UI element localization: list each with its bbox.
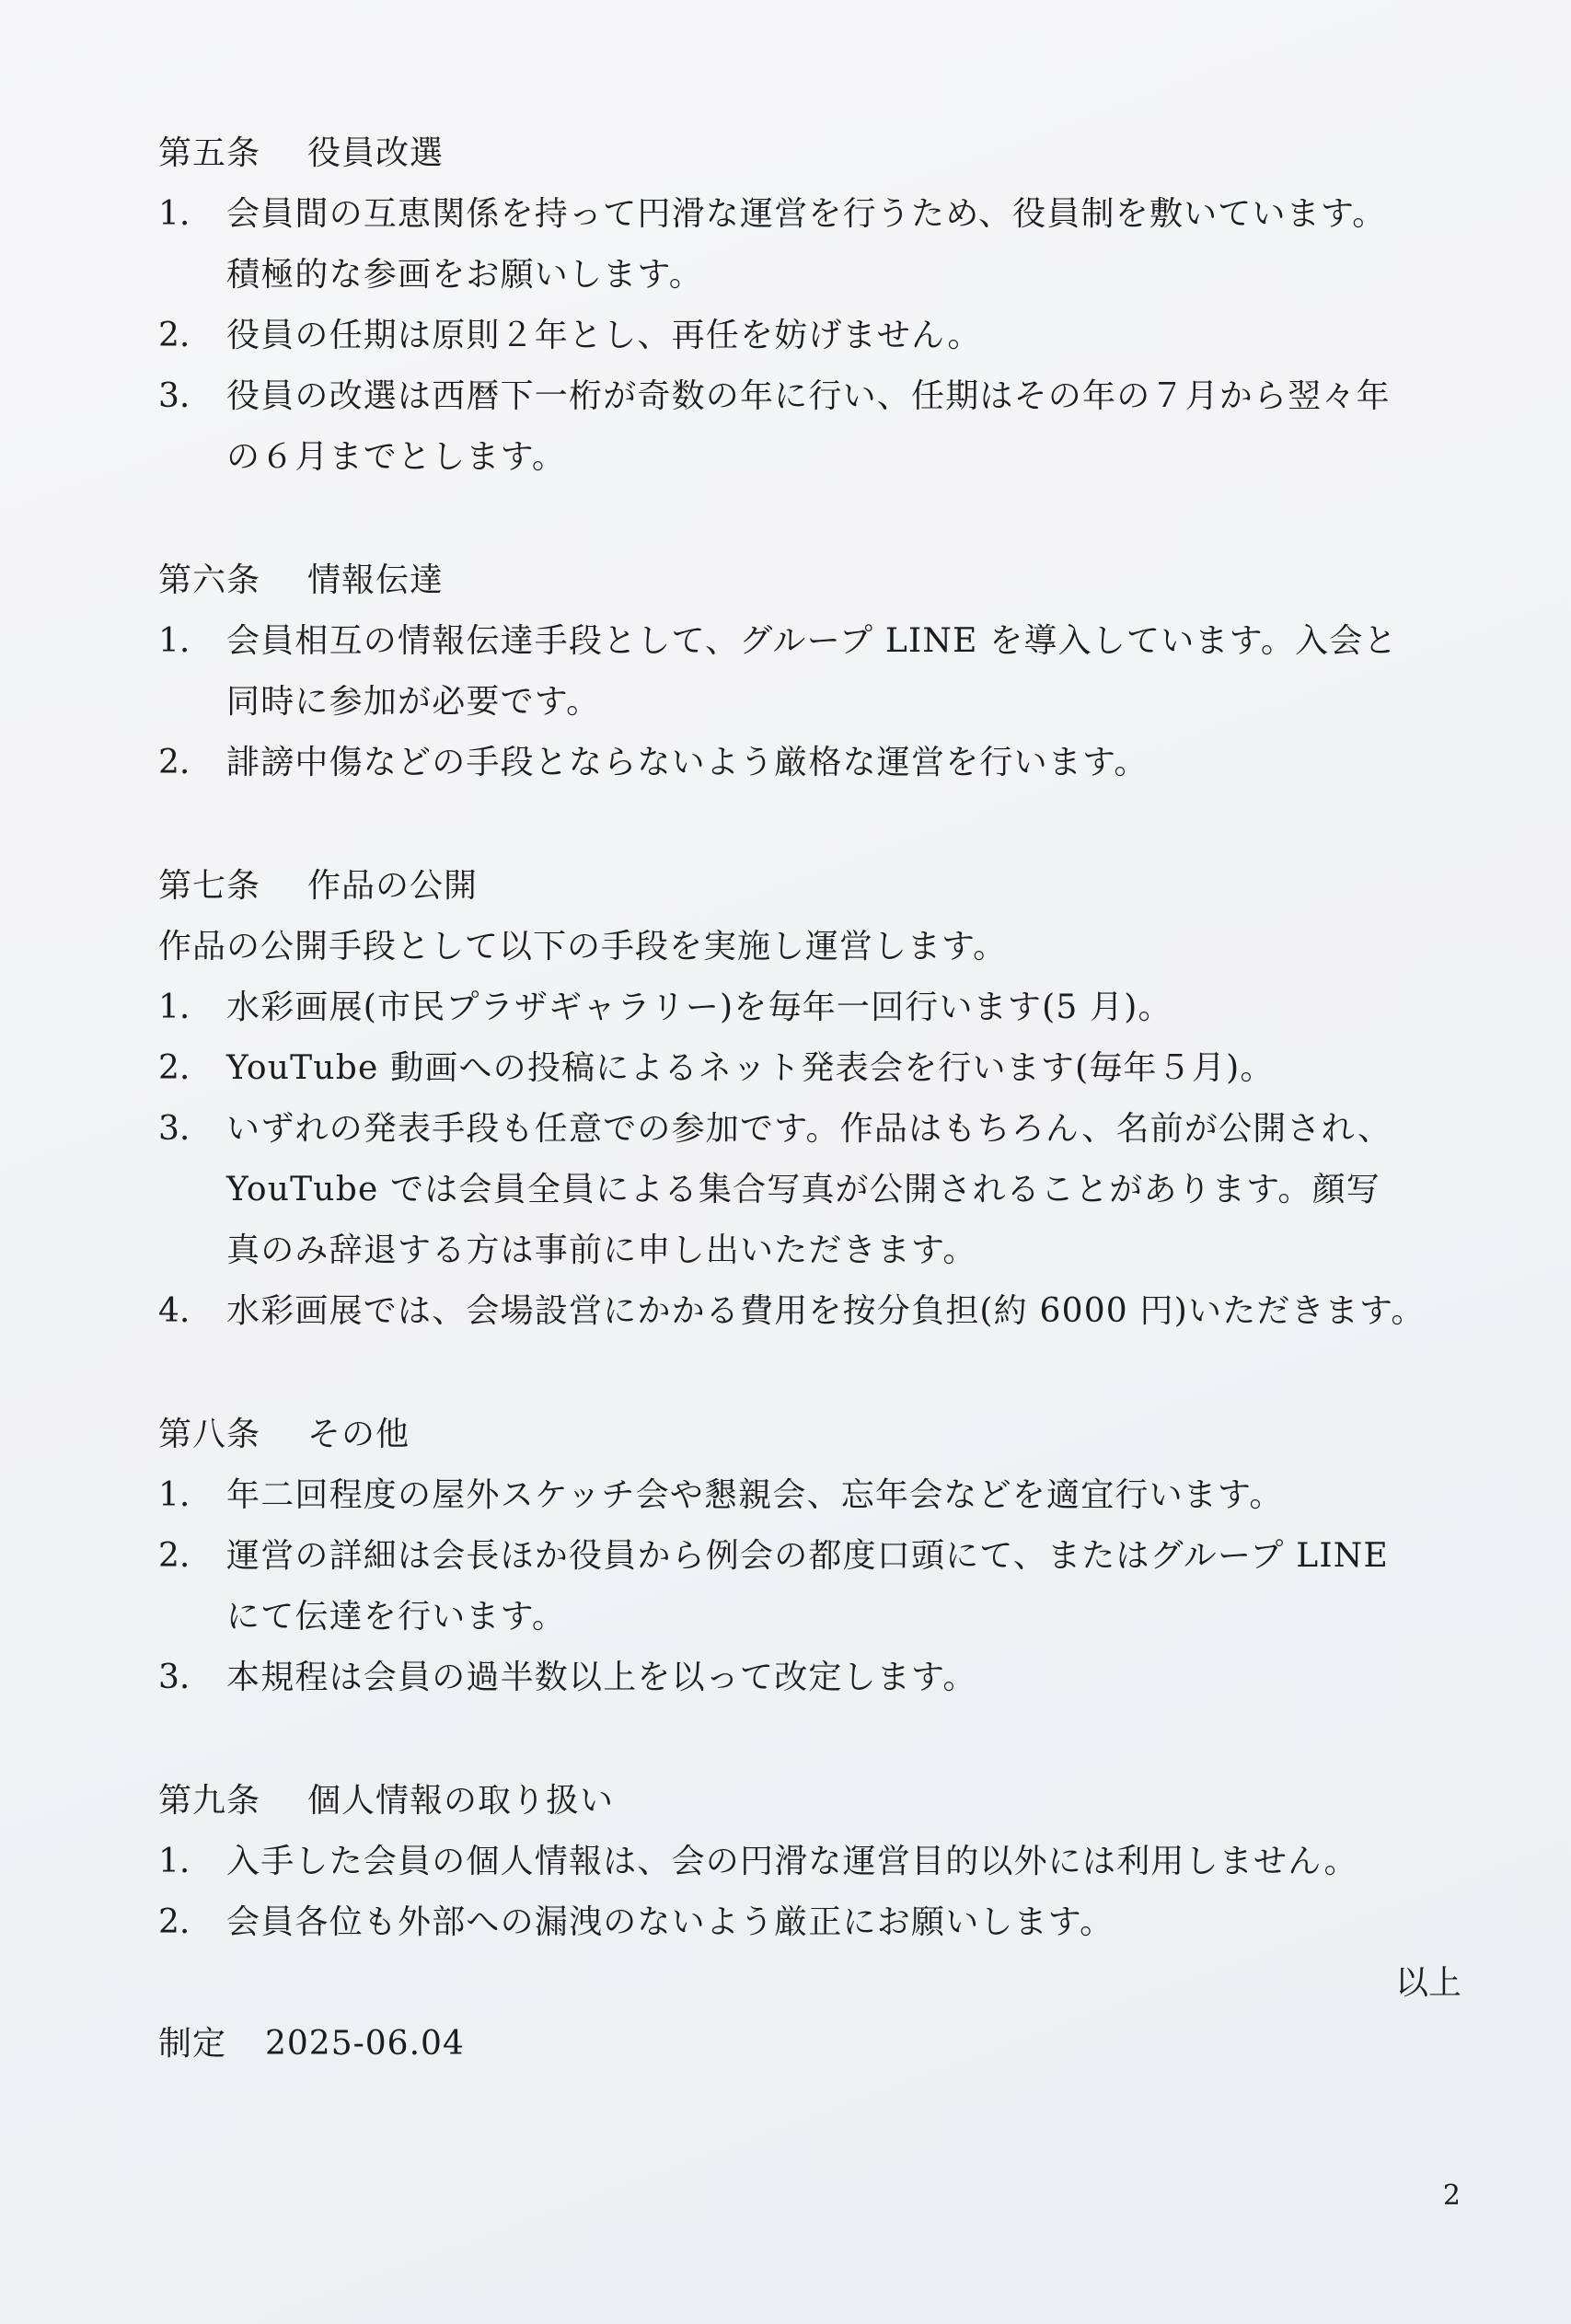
clause-item: 1. 水彩画展(市民プラザギャラリー)を毎年一回行います(5 月)。 [158,989,1172,1026]
clause-item: 1. 年二回程度の屋外スケッチ会や懇親会、忘年会などを適宜行います。 [158,1476,1284,1514]
article-number: 第六条 [158,561,261,599]
section-article-9 [158,1771,1465,1953]
section-article-6 [158,550,1465,793]
clause-item: 2. 役員の任期は原則２年とし、再任を妨げません。 [158,317,982,354]
clause-text: 水彩画展(市民プラザギャラリー)を毎年一回行います(5 月)。 [226,989,1172,1026]
section-heading [158,1405,1465,1465]
section-article-5 [158,123,1465,488]
clause-item: 2. YouTube 動画への投稿によるネット発表会を行います(毎年５月)。 [158,1049,1275,1087]
article-title: 役員改選 [307,134,445,172]
enactment-date: 2025-06.04 [265,2025,465,2063]
clause-text: 会員相互の情報伝達手段として、グループ LINE を導入しています。入会と 同時に参加が必要です。 [226,622,1398,721]
closing-mark: 以上 [1394,1964,1461,2002]
article-number: 第八条 [158,1416,261,1453]
article-title: 個人情報の取り扱い [307,1782,615,1820]
clause-text: いずれの発表手段も任意での参加です。作品はもちろん、名前が公開され、 YouTube では会員全員による集合写真が公開されることがあります。顔写 真のみ辞退する方は事前に申し出いただきます。 [226,1110,1392,1269]
clause-text: 水彩画展では、会場設営にかかる費用を按分負担(約 6000 円)いただきます。 [226,1292,1426,1330]
article-number: 第九条 [158,1782,261,1820]
clause-text: 年二回程度の屋外スケッチ会や懇親会、忘年会などを適宜行います。 [226,1476,1284,1514]
enactment-label: 制定 [158,2025,227,2063]
clause-text: 本規程は会員の過半数以上を以って改定します。 [226,1659,977,1696]
page-number: 2 [1442,2179,1461,2212]
clause-list [158,1465,1465,1708]
clause-list [158,184,1465,488]
section-heading [158,1771,1465,1832]
section-article-7 [158,856,1465,1342]
clause-text: 会員間の互恵関係を持って円滑な運営を行うため、役員制を敷いています。 積極的な参画をお願いします。 [226,195,1387,294]
clause-text: 運営の詳細は会長ほか役員から例会の都度口頭にて、またはグループ LINE にて伝達を行います。 [226,1537,1389,1636]
clause-list [158,977,1465,1342]
section-heading [158,123,1465,184]
clause-item: 3. 本規程は会員の過半数以上を以って改定します。 [158,1659,977,1696]
clause-item: 3. 役員の改選は西暦下一桁が奇数の年に行い、任期はその年の７月から翌々年 の６月までとします。 [158,377,1391,476]
clause-item: 1. 会員相互の情報伝達手段として、グループ LINE を導入しています。入会と 同時に参加が必要です。 [158,622,1398,721]
section-intro: 作品の公開手段として以下の手段を実施し運営します。 [158,928,1008,965]
clause-item: 2. 会員各位も外部への漏洩のないよう厳正にお願いします。 [158,1903,1115,1941]
article-number: 第七条 [158,867,261,905]
clause-item: 2. 誹謗中傷などの手段とならないよう厳格な運営を行います。 [158,744,1149,781]
section-heading [158,550,1465,611]
clause-item: 3. いずれの発表手段も任意での参加です。作品はもちろん、名前が公開され、 YouTube では会員全員による集合写真が公開されることがあります。顔写 真のみ辞退する方は事前に申し出いただきます。 [158,1110,1392,1269]
clause-item: 1. 会員間の互恵関係を持って円滑な運営を行うため、役員制を敷いています。 積極的な参画をお願いします。 [158,195,1387,294]
clause-list [158,611,1465,793]
document-page [158,123,1465,2075]
enactment-line [158,2014,1465,2075]
article-title: その他 [307,1416,410,1453]
article-title: 作品の公開 [307,867,479,905]
clause-text: 役員の任期は原則２年とし、再任を妨げません。 [226,317,982,354]
clause-item: 4. 水彩画展では、会場設営にかかる費用を按分負担(約 6000 円)いただきます。 [158,1292,1426,1330]
article-number: 第五条 [158,134,261,172]
clause-text: 会員各位も外部への漏洩のないよう厳正にお願いします。 [226,1903,1115,1941]
article-title: 情報伝達 [307,561,445,599]
clause-text: YouTube 動画への投稿によるネット発表会を行います(毎年５月)。 [226,1049,1275,1087]
clause-list [158,1832,1465,1953]
clause-item: 1. 入手した会員の個人情報は、会の円滑な運営目的以外には利用しません。 [158,1843,1358,1880]
clause-text: 入手した会員の個人情報は、会の円滑な運営目的以外には利用しません。 [226,1843,1358,1880]
clause-text: 役員の改選は西暦下一桁が奇数の年に行い、任期はその年の７月から翌々年 の６月までとします。 [226,377,1391,476]
section-article-8 [158,1405,1465,1708]
section-heading [158,856,1465,917]
clause-item: 2. 運営の詳細は会長ほか役員から例会の都度口頭にて、またはグループ LINE にて伝達を行います。 [158,1537,1389,1636]
clause-text: 誹謗中傷などの手段とならないよう厳格な運営を行います。 [226,744,1149,781]
